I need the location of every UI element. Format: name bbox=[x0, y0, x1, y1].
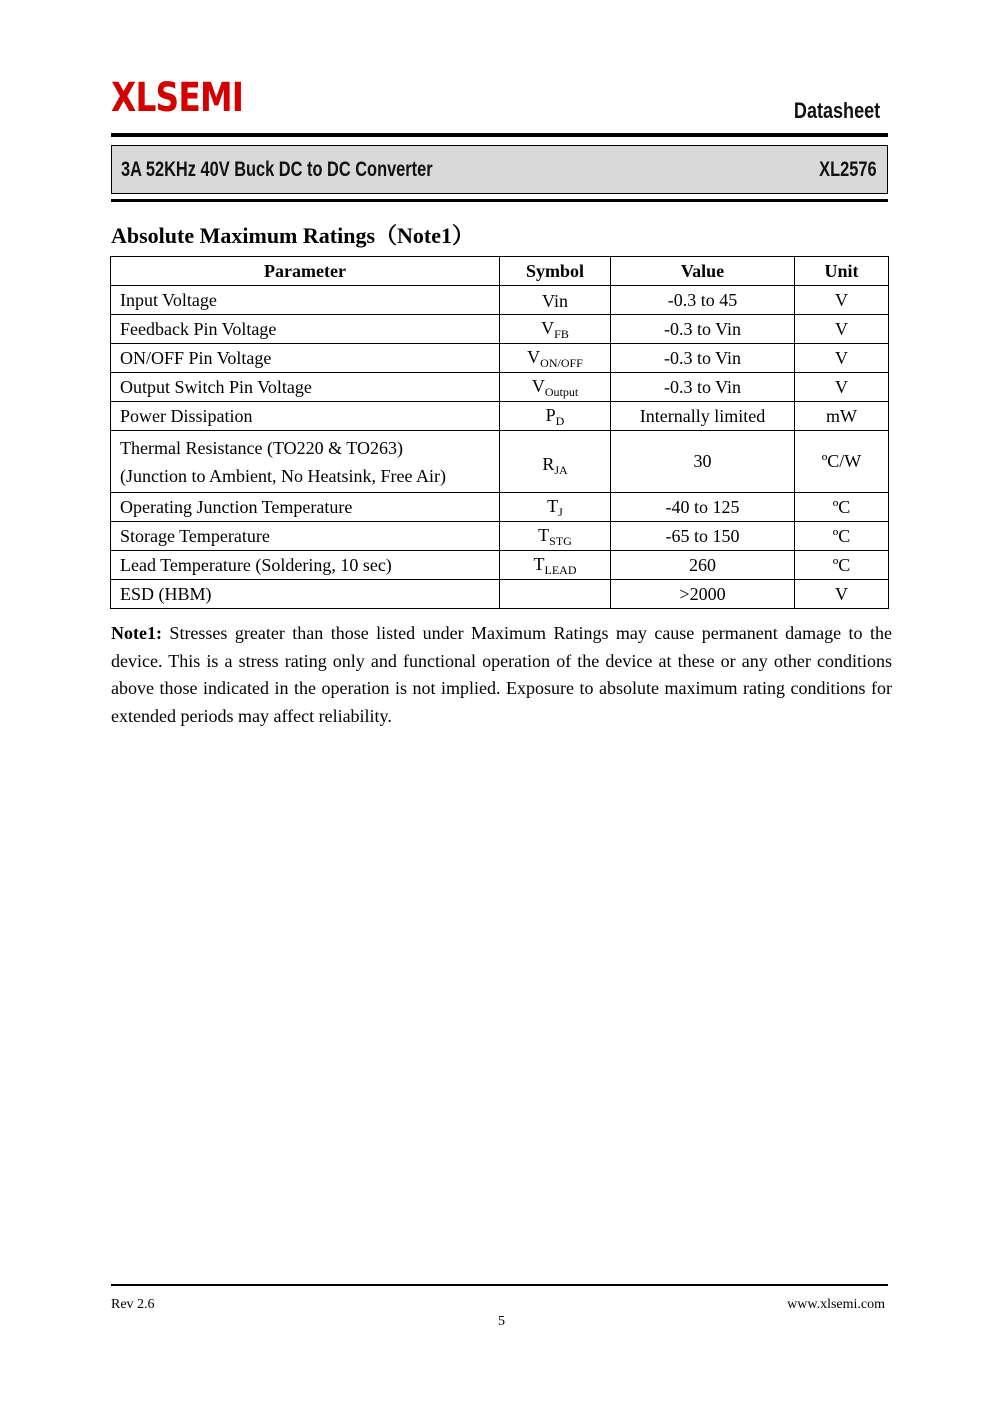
unit-cell: V bbox=[795, 286, 889, 315]
param-line-1: Thermal Resistance (TO220 & TO263) bbox=[120, 437, 403, 458]
unit-cell: V bbox=[795, 373, 889, 402]
param-line-2: (Junction to Ambient, No Heatsink, Free Air) bbox=[120, 465, 446, 486]
table-row bbox=[111, 493, 889, 522]
symbol-subscript: J bbox=[558, 505, 563, 519]
symbol-subscript: ON/OFF bbox=[540, 356, 583, 370]
symbol-cell bbox=[500, 493, 611, 522]
section-title: Absolute Maximum Ratings（Note1） bbox=[111, 223, 474, 248]
symbol-main: V bbox=[527, 347, 541, 367]
value-cell: >2000 bbox=[611, 580, 795, 609]
footer-rule bbox=[111, 1284, 888, 1286]
value-cell: -0.3 to Vin bbox=[611, 373, 795, 402]
unit-cell: ºC bbox=[795, 522, 889, 551]
symbol-main: T bbox=[547, 496, 559, 516]
param-cell: Input Voltage bbox=[111, 286, 500, 315]
product-title-bar bbox=[111, 145, 888, 194]
param-cell: Output Switch Pin Voltage bbox=[111, 373, 500, 402]
table-row bbox=[111, 286, 889, 315]
page-number: 5 bbox=[498, 1314, 505, 1329]
value-cell: Internally limited bbox=[611, 402, 795, 431]
param-cell bbox=[111, 431, 500, 493]
revision-label: Rev 2.6 bbox=[111, 1297, 155, 1312]
note-paragraph bbox=[111, 620, 892, 731]
symbol-main: Vin bbox=[542, 291, 568, 311]
table-row bbox=[111, 344, 889, 373]
symbol-main: V bbox=[541, 318, 555, 338]
param-cell: Lead Temperature (Soldering, 10 sec) bbox=[111, 551, 500, 580]
product-title: 3A 52KHz 40V Buck DC to DC Converter bbox=[121, 158, 433, 181]
symbol-subscript: LEAD bbox=[544, 563, 577, 577]
value-cell: -65 to 150 bbox=[611, 522, 795, 551]
website-label: www.xlsemi.com bbox=[787, 1297, 885, 1312]
symbol-cell bbox=[500, 402, 611, 431]
unit-cell: V bbox=[795, 344, 889, 373]
param-cell: Feedback Pin Voltage bbox=[111, 315, 500, 344]
value-cell: -0.3 to Vin bbox=[611, 315, 795, 344]
symbol-main: T bbox=[533, 554, 545, 574]
symbol-main: P bbox=[545, 405, 556, 425]
table-row bbox=[111, 522, 889, 551]
symbol-cell bbox=[500, 580, 611, 609]
table-row bbox=[111, 315, 889, 344]
symbol-cell bbox=[500, 522, 611, 551]
part-number: XL2576 bbox=[819, 158, 877, 181]
table-row bbox=[111, 580, 889, 609]
param-cell: Power Dissipation bbox=[111, 402, 500, 431]
note-text: Stresses greater than those listed under Maximum Ratings may cause permanent damage to the device. This is a stress rating only and functional operation of the device at these or any other conditions above those indicated in the operation is not implied. Exposure to absolute maximum rating conditions for extended periods may affect reliability. bbox=[111, 623, 892, 727]
table-row bbox=[111, 431, 889, 493]
unit-cell: ºC bbox=[795, 551, 889, 580]
symbol-cell bbox=[500, 315, 611, 344]
doc-type-label: Datasheet bbox=[793, 98, 880, 123]
absolute-maximum-ratings-table bbox=[110, 256, 889, 609]
symbol-main: T bbox=[538, 525, 550, 545]
xlsemi-logo: XLSEMI bbox=[111, 75, 244, 121]
unit-cell: V bbox=[795, 580, 889, 609]
param-cell: Storage Temperature bbox=[111, 522, 500, 551]
table-row bbox=[111, 551, 889, 580]
param-cell: ESD (HBM) bbox=[111, 580, 500, 609]
value-cell: -40 to 125 bbox=[611, 493, 795, 522]
table-row bbox=[111, 373, 889, 402]
symbol-cell bbox=[500, 551, 611, 580]
symbol-cell bbox=[500, 373, 611, 402]
note-label: Note1: bbox=[111, 623, 162, 643]
symbol-subscript: D bbox=[555, 414, 565, 428]
param-cell: Operating Junction Temperature bbox=[111, 493, 500, 522]
symbol-subscript: FB bbox=[554, 327, 569, 341]
header-unit: Unit bbox=[795, 257, 889, 286]
value-cell: -0.3 to Vin bbox=[611, 344, 795, 373]
symbol-cell bbox=[500, 286, 611, 315]
title-rule bbox=[111, 199, 888, 202]
value-cell: 30 bbox=[611, 431, 795, 493]
unit-cell: V bbox=[795, 315, 889, 344]
table-row bbox=[111, 402, 889, 431]
symbol-main: V bbox=[531, 376, 545, 396]
unit-cell: ºC/W bbox=[795, 431, 889, 493]
symbol-cell bbox=[500, 431, 611, 493]
value-cell: 260 bbox=[611, 551, 795, 580]
unit-cell: ºC bbox=[795, 493, 889, 522]
symbol-subscript: JA bbox=[554, 462, 568, 477]
header-value: Value bbox=[611, 257, 795, 286]
header-parameter: Parameter bbox=[111, 257, 500, 286]
value-cell: -0.3 to 45 bbox=[611, 286, 795, 315]
symbol-subscript: Output bbox=[544, 385, 579, 399]
param-cell: ON/OFF Pin Voltage bbox=[111, 344, 500, 373]
symbol-subscript: STG bbox=[549, 534, 572, 548]
symbol-cell bbox=[500, 344, 611, 373]
symbol-main: R bbox=[542, 453, 555, 474]
table-header-row bbox=[111, 257, 889, 286]
unit-cell: mW bbox=[795, 402, 889, 431]
header-rule bbox=[111, 133, 888, 137]
header-symbol: Symbol bbox=[500, 257, 611, 286]
